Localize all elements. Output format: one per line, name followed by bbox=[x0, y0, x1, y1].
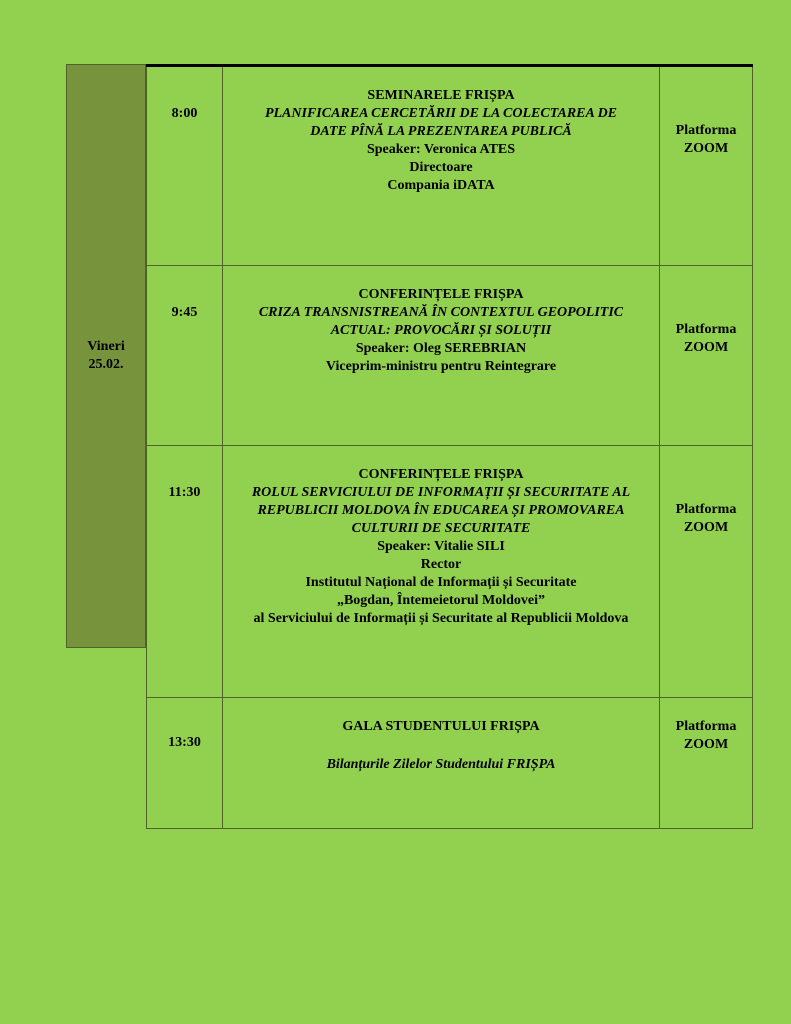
session-description bbox=[223, 66, 660, 266]
session-category: GALA STUDENTULUI FRIȘPA bbox=[342, 719, 540, 734]
session-platform bbox=[660, 66, 753, 266]
session-speaker: Speaker: Oleg SEREBRIAN bbox=[355, 341, 527, 356]
day-cell bbox=[66, 64, 146, 648]
session-title-line: CULTURII DE SECURITATE bbox=[351, 521, 531, 536]
session-description bbox=[223, 266, 660, 446]
platform-name: ZOOM bbox=[683, 340, 729, 355]
platform-label: Platforma bbox=[675, 322, 737, 337]
table-row bbox=[147, 446, 753, 698]
day-date: 25.02. bbox=[88, 357, 124, 372]
session-description bbox=[223, 446, 660, 698]
session-title-line: ACTUAL: PROVOCĂRI ȘI SOLUȚII bbox=[330, 323, 552, 338]
session-title-line: ROLUL SERVICIULUI DE INFORMAȚII ȘI SECURITATE AL bbox=[251, 485, 631, 500]
platform-name: ZOOM bbox=[683, 737, 729, 752]
schedule-table bbox=[146, 64, 753, 829]
session-speaker-org: Institutul Național de Informații și Securitate bbox=[305, 575, 577, 590]
spacer bbox=[223, 736, 659, 756]
session-speaker-org: Compania iDATA bbox=[387, 178, 495, 193]
session-speaker-role: Viceprim-ministru pentru Reintegrare bbox=[325, 359, 557, 374]
session-title-line: PLANIFICAREA CERCETĂRII DE LA COLECTAREA DE bbox=[264, 106, 618, 121]
session-category: CONFERINȚELE FRIȘPA bbox=[358, 287, 524, 302]
platform-name: ZOOM bbox=[683, 141, 729, 156]
session-time: 13:30 bbox=[147, 698, 223, 829]
platform-label: Platforma bbox=[675, 502, 737, 517]
platform-label: Platforma bbox=[675, 123, 737, 138]
session-speaker-org: „Bogdan, Întemeietorul Moldovei” bbox=[336, 593, 546, 608]
platform-name: ZOOM bbox=[683, 520, 729, 535]
session-speaker: Speaker: Veronica ATES bbox=[366, 142, 516, 157]
session-category: SEMINARELE FRIȘPA bbox=[367, 88, 515, 103]
day-name: Vineri bbox=[87, 339, 125, 354]
session-subtitle: Bilanțurile Zilelor Studentului FRIȘPA bbox=[326, 757, 556, 772]
table-row bbox=[147, 698, 753, 829]
platform-label: Platforma bbox=[675, 719, 737, 734]
session-category: CONFERINȚELE FRIȘPA bbox=[358, 467, 524, 482]
session-speaker-role: Directoare bbox=[409, 160, 473, 175]
session-title-line: DATE PÎNĂ LA PREZENTAREA PUBLICĂ bbox=[310, 124, 572, 139]
table-row bbox=[147, 66, 753, 266]
session-time: 11:30 bbox=[147, 446, 223, 698]
session-time: 9:45 bbox=[147, 266, 223, 446]
session-platform bbox=[660, 698, 753, 829]
session-title-line: CRIZA TRANSNISTREANĂ ÎN CONTEXTUL GEOPOLITIC bbox=[258, 305, 624, 320]
session-description bbox=[223, 698, 660, 829]
table-row bbox=[147, 266, 753, 446]
session-title-line: REPUBLICII MOLDOVA ÎN EDUCAREA ȘI PROMOVAREA bbox=[257, 503, 625, 518]
session-time: 8:00 bbox=[147, 66, 223, 266]
session-platform bbox=[660, 446, 753, 698]
session-speaker: Speaker: Vitalie SILI bbox=[377, 539, 505, 554]
session-platform bbox=[660, 266, 753, 446]
session-speaker-org: al Serviciului de Informații și Securitate al Republicii Moldova bbox=[253, 611, 629, 626]
session-speaker-role: Rector bbox=[420, 557, 462, 572]
